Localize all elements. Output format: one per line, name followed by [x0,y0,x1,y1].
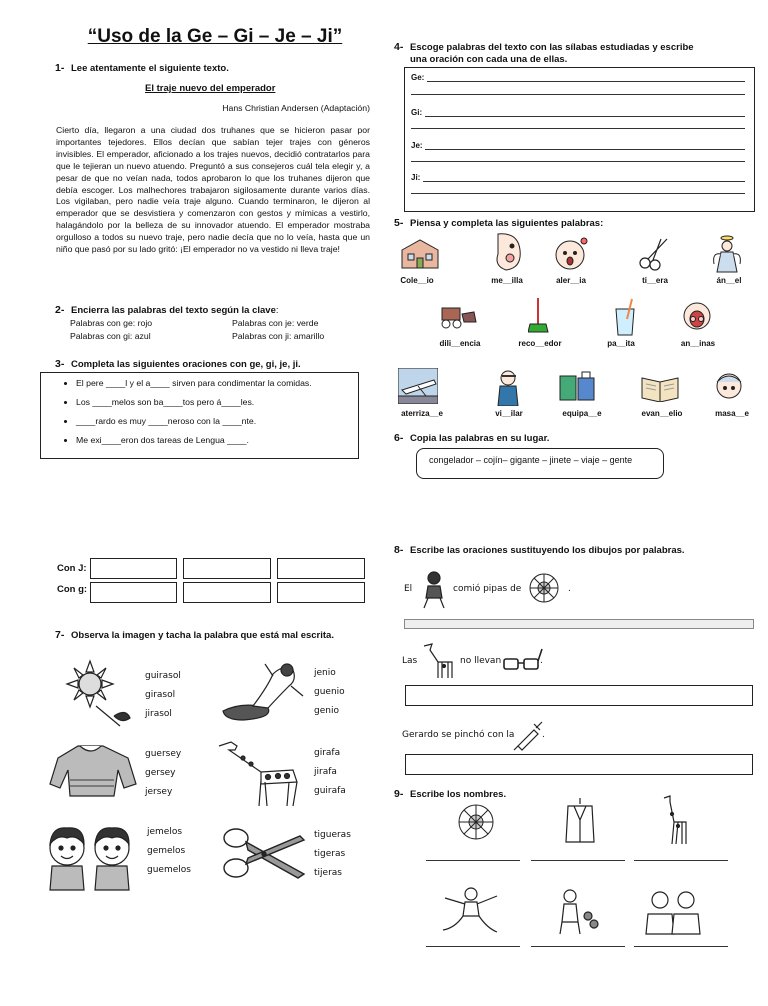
sentence-2-end: . [540,656,543,666]
write-line-je-1[interactable] [425,149,745,150]
con-g-box-3[interactable] [277,582,365,603]
word-group-scissors [314,826,351,883]
word-vigilar: vi__ilar [495,409,523,418]
book-icon [640,372,680,402]
name-line-4[interactable] [426,946,520,947]
name-line-2[interactable] [531,860,625,861]
word-recogedor: reco__edor [518,339,562,348]
write-line-ji-2[interactable] [411,193,745,194]
option-jirasol[interactable]: jirasol [145,709,172,719]
word-aterrizaje: aterriza__e [401,409,443,418]
con-g-box-2[interactable] [183,582,271,603]
genie-name-icon [435,884,505,936]
word-alergia: aler__ia [556,276,586,285]
key-gi: Palabras con gi: azul [70,331,151,341]
answer-line-2[interactable] [405,685,753,706]
section-4-heading-line-2: una oración con cada una de ellas. [410,54,568,65]
name-line-6[interactable] [634,946,728,947]
option-guirasol[interactable]: guirasol [145,671,181,681]
label-je: Je: [411,141,423,150]
write-line-gi-1[interactable] [425,116,745,117]
section-5-heading: 5- Piensa y completa las siguientes palabras: [394,217,604,229]
man-icon [418,570,450,610]
answer-line-3[interactable] [405,754,753,775]
genie-icon [213,656,308,724]
story-paragraph: Cierto día, llegaron a una ciudad dos truhanes que se hicieron pasar por importantes tejedores. Ellos decían que sabían tejer trajes con géneros invisibles. El emperador, aficionado a los trajes nuevos, decidió contratarlos para que le tejieran un nuevo atuendo. Preguntó a sus consejeros cuál tela elegir y, a pesar de que no veían nada, todos aprobaron lo que los truhanes dijeron que debía escoger. Los malhechores trabajaron sigilosamente durante varios días. Los vigilaban, pero nadie veía traje alguno. Cuando terminaron, le dijeron al emperador que se desvistiera y comenzaron con gestos y mímicas a vestirlo, halagándolo por la belleza de su innovador atuendo. El emperador mostraba orgulloso a todos su nuevo traje, pero nadie decía que no lo veía, hasta que un niño que pasó por su lado gritó: ¡El emperador no va vestido ni lleva traje! [56,125,370,255]
word-masaje: masa__e [715,409,749,418]
answer-line-1[interactable] [404,619,754,629]
word-evangelio: evan__elio [641,409,683,418]
glasses-icon [500,645,544,679]
con-g-label: Con g: [57,584,88,595]
airplane-icon [398,368,438,404]
option-gemelos[interactable]: gemelos [147,846,186,856]
angel-icon [712,234,742,274]
word-bank: congelador – cojín– gigante – jinete – viaje – gente [429,455,633,465]
suit-icon [560,796,600,848]
option-tigeras[interactable]: tigeras [314,849,346,859]
write-line-gi-2[interactable] [411,128,745,129]
sentence-1-start: El [404,584,413,594]
option-guirafa[interactable]: guirafa [314,786,346,796]
section-3-heading: 3- Completa las siguientes oraciones con ge, gi, je, ji. [55,358,301,370]
option-tigueras[interactable]: tigueras [314,830,351,840]
page-title: “Uso de la Ge – Gi – Je – Ji” [87,26,343,47]
tonsils-icon [682,298,712,334]
con-j-label: Con J: [57,563,87,574]
option-guenio[interactable]: guenio [314,687,345,697]
con-j-box-3[interactable] [277,558,365,579]
option-girafa[interactable]: girafa [314,748,341,758]
word-pajita: pa__ita [607,339,635,348]
write-line-ji-1[interactable] [423,181,745,182]
word-tijera: ti__era [642,276,668,285]
sentence-4: • Me exi____eron dos tareas de Lengua ____. [76,435,358,447]
section-7-heading: 7- Observa la imagen y tacha la palabra que está mal escrita. [55,629,334,641]
word-group-giraffe [314,744,346,801]
sunflower-icon [48,656,138,728]
sentence-3: • ____rardo es muy ____neroso con la ____nte. [76,416,358,428]
con-j-box-2[interactable] [183,558,271,579]
name-line-1[interactable] [426,860,520,861]
luggage-icon [558,368,598,402]
name-line-3[interactable] [634,860,728,861]
story-author: Hans Christian Andersen (Adaptación) [222,103,370,113]
syringe-icon [508,716,544,756]
write-line-ge-2[interactable] [411,94,745,95]
allergy-face-icon [552,235,590,273]
word-anginas: an__inas [680,339,716,348]
con-g-box-1[interactable] [90,582,177,603]
option-jemelos[interactable]: jemelos [147,827,183,837]
sentences-box [40,372,359,459]
word-mejilla: me__illa [491,276,523,285]
sentence-3-end: . [542,730,545,740]
scissors-icon [218,822,308,890]
section-4-heading: 4- Escoge palabras del texto con las sílabas estudiadas y escribe [394,41,694,53]
cheek-face-icon [488,230,528,272]
write-line-ge-1[interactable] [427,81,745,82]
stagecoach-icon [440,304,478,330]
sentence-1: • El pere ____l y el a____ sirven para condimentar la comidas. [76,378,358,390]
word-colegio: Cole__io [400,276,434,285]
sunflower-small-icon [522,570,566,606]
section-2-heading: 2- Encierra las palabras del texto según la clave: [55,304,279,316]
school-icon [400,236,440,270]
word-bank-box [416,448,664,479]
giraffe-name-icon [656,794,692,846]
straw-glass-icon [612,297,638,337]
label-ji: Ji: [411,173,421,182]
word-group-genie [314,664,345,721]
option-tijeras[interactable]: tijeras [314,868,342,878]
option-jenio[interactable]: jenio [314,668,336,678]
word-equipaje: equipa__e [562,409,602,418]
section-1-heading: 1- Lee atentamente el siguiente texto. [55,62,229,74]
scissors-small-icon [637,235,671,271]
sentence-2-start: Las [402,656,418,666]
key-ji: Palabras con ji: amarillo [232,331,325,341]
sweater-icon [48,740,138,802]
section-8-heading: 8- Escribe las oraciones sustituyendo los dibujos por palabras. [394,544,685,556]
sentence-2-middle: no llevan [460,656,502,666]
juggler-icon [550,884,602,936]
option-gersey[interactable]: gersey [145,768,176,778]
sentences-writing-box [404,67,755,212]
name-line-5[interactable] [531,946,625,947]
key-je: Palabras con je: verde [232,318,319,328]
sentence-1-middle: comió pipas de [453,584,522,594]
massage-icon [712,370,746,404]
option-guersey[interactable]: guersey [145,749,182,759]
section-6-heading: 6- Copia las palabras en su lugar. [394,432,550,444]
word-group-twins [147,823,191,880]
giraffe-small-icon [420,640,456,680]
option-jersey[interactable]: jersey [145,787,173,797]
option-girasol[interactable]: girasol [145,690,176,700]
word-group-sweater [145,745,181,802]
dustpan-icon [528,296,550,336]
sentence-1-end: . [568,584,571,594]
twins-icon [40,818,140,892]
two-people-icon [642,888,706,936]
con-j-box-1[interactable] [90,558,177,579]
sentence-2: • Los ____melos son ba____tos pero á____les. [76,397,358,409]
option-genio[interactable]: genio [314,706,339,716]
key-ge: Palabras con ge: rojo [70,318,153,328]
option-guemelos[interactable]: guemelos [147,865,191,875]
watching-person-icon [496,368,522,406]
giraffe-icon [213,736,308,808]
option-jirafa[interactable]: jirafa [314,767,337,777]
section-9-heading: 9- Escribe los nombres. [394,788,507,800]
word-angel: án__el [716,276,742,285]
label-gi: Gi: [411,108,423,117]
word-diligencia: dili__encia [439,339,481,348]
word-group-sunflower [145,667,181,724]
sentence-3-text: Gerardo se pinchó con la [402,730,515,740]
sunflower-name-icon [453,800,499,850]
story-title: El traje nuevo del emperador [145,83,276,94]
label-ge: Ge: [411,73,425,82]
write-line-je-2[interactable] [411,161,745,162]
